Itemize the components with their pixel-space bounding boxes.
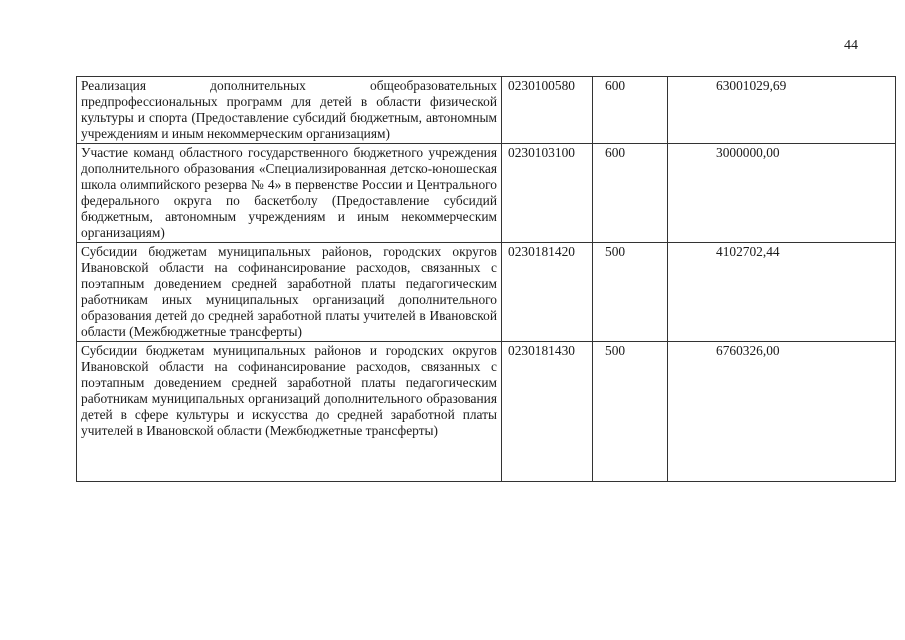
row-name: Реализация дополнительных общеобразовательных предпрофессиональных программ для детей в области физической культуры и спорта (Предоставление субсидий бюджетным, автономным учреждениям и иным некоммерческим организациям): [77, 77, 502, 144]
row-amount: 63001029,69: [668, 77, 896, 144]
table-row: [77, 342, 896, 482]
row-expense-type: 500: [593, 342, 668, 482]
row-name: Субсидии бюджетам муниципальных районов, городских округов Ивановской области на софинансирование расходов, связанных с поэтапным доведением средней заработной платы педагогическим работникам иных муниципальных организаций дополнительного образования детей до средней заработной платы учителей в Ивановской области (Межбюджетные трансферты): [77, 243, 502, 342]
row-expense-type: 500: [593, 243, 668, 342]
row-expense-type: 600: [593, 144, 668, 243]
budget-table: [76, 76, 896, 482]
row-code: 0230181420: [502, 243, 593, 342]
row-name: Участие команд областного государственного бюджетного учреждения дополнительного образования «Специализированная детско-юношеская школа олимпийского резерва № 4» в первенстве России и Центрального федерального округа по баскетболу (Предоставление субсидий бюджетным, автономным учреждениям и иным некоммерческим организациям): [77, 144, 502, 243]
row-code: 0230103100: [502, 144, 593, 243]
table-row: [77, 144, 896, 243]
row-name: Субсидии бюджетам муниципальных районов и городских округов Ивановской области на софинансирование расходов, связанных с поэтапным доведением средней заработной платы педагогическим работникам муниципальных организаций дополнительного образования детей в сфере культуры и искусства до средней заработной платы учителей в Ивановской области (Межбюджетные трансферты): [77, 342, 502, 482]
row-code: 0230181430: [502, 342, 593, 482]
row-code: 0230100580: [502, 77, 593, 144]
page-number: 44: [844, 38, 858, 53]
table-row: [77, 77, 896, 144]
table-row: [77, 243, 896, 342]
row-amount: 6760326,00: [668, 342, 896, 482]
row-amount: 4102702,44: [668, 243, 896, 342]
row-amount: 3000000,00: [668, 144, 896, 243]
row-expense-type: 600: [593, 77, 668, 144]
